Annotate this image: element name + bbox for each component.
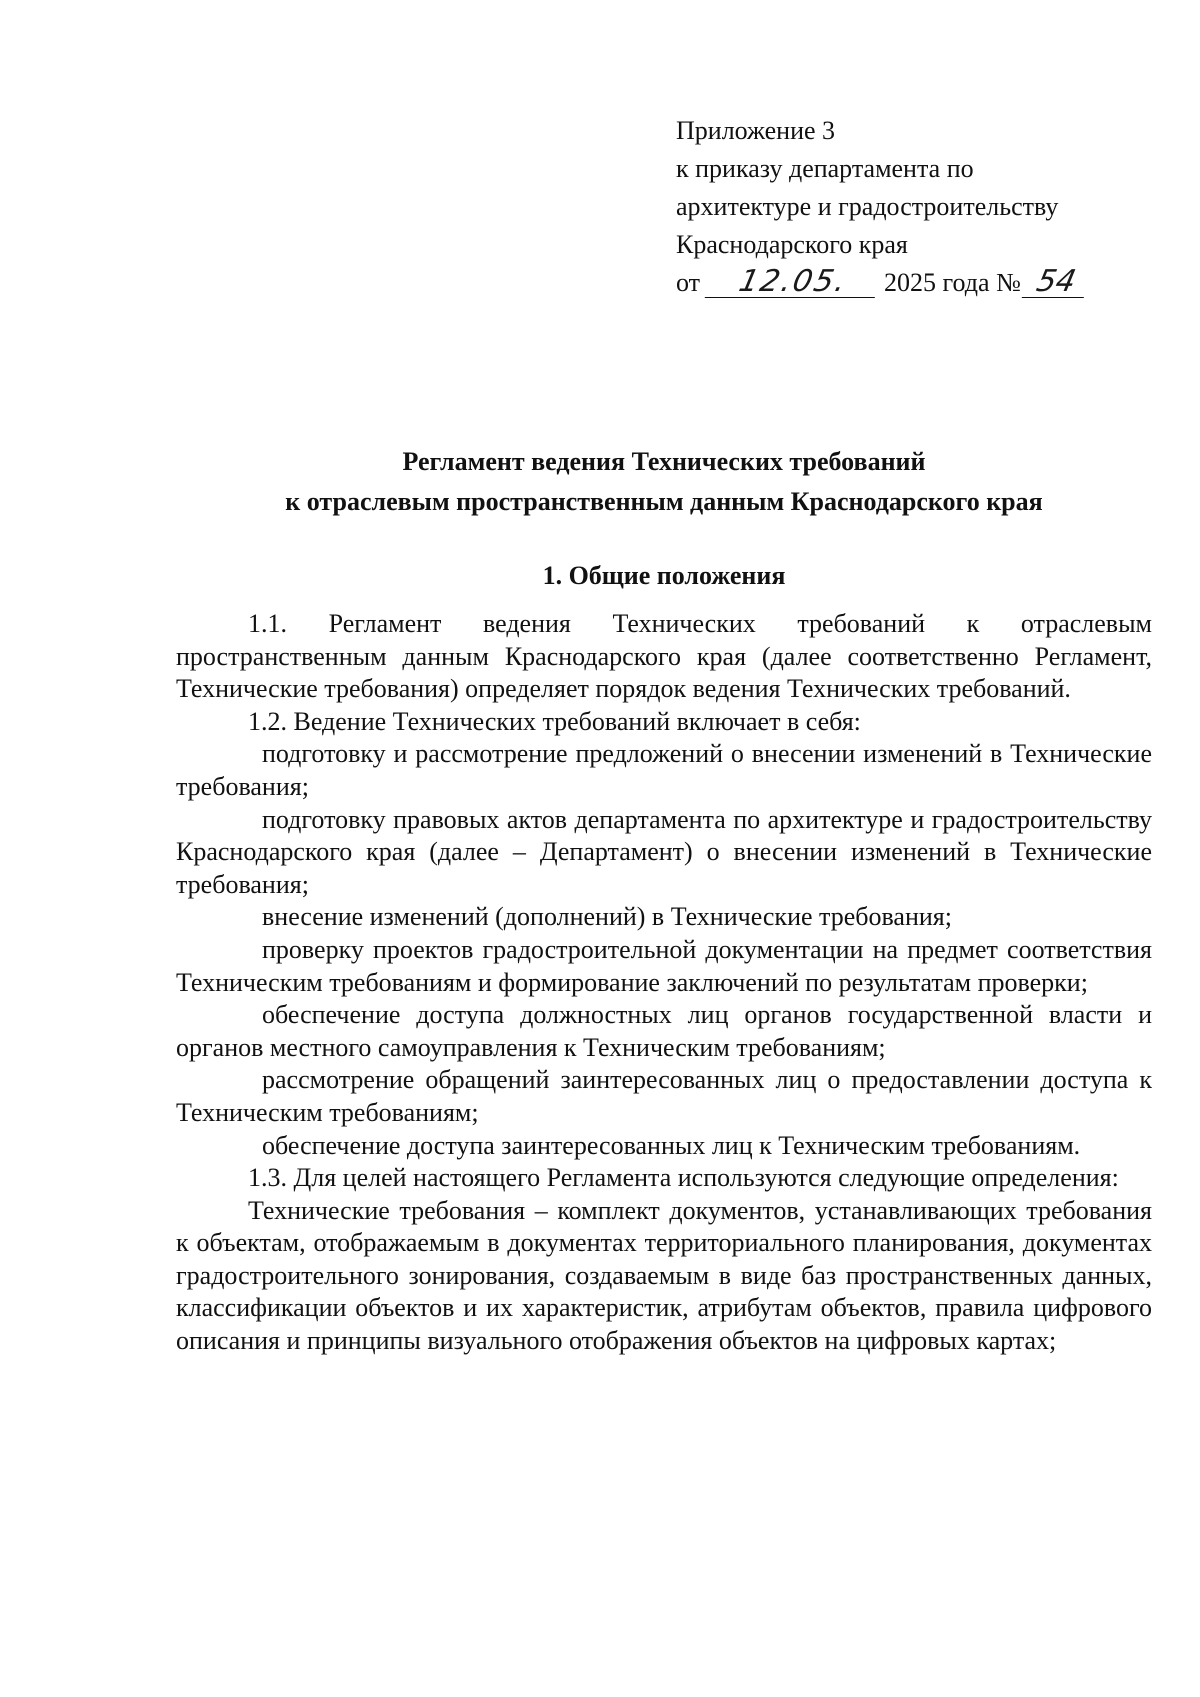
appendix-header	[676, 112, 1116, 302]
paragraph-1-3: 1.3. Для целей настоящего Регламента используются следующие определения:	[248, 1163, 1119, 1193]
document-title-line-1: Регламент ведения Технических требований	[402, 447, 926, 476]
list-item: обеспечение доступа должностных лиц органов государственной власти и органов местного самоуправления к Техническим требованиям;	[176, 1000, 1152, 1062]
definition-paragraph: Технические требования – комплект документов, устанавливающих требования к объектам, отображаемым в документах территориального планирования, документах градостроительного зонирования, создаваемым в виде баз пространственных данных, классификации объектов и их характеристик, атрибутам объектов, правила цифрового описания и принципы визуального отображения объектов на цифровых картах;	[176, 1195, 1152, 1356]
list-item: обеспечение доступа заинтересованных лиц к Техническим требованиям.	[262, 1130, 1081, 1160]
order-date-line	[676, 264, 1116, 302]
list-item: проверку проектов градостроительной документации на предмет соответствия Техническим требованиям и формирование заключений по результатам проверки;	[176, 934, 1152, 997]
list-item: рассмотрение обращений заинтересованных лиц о предоставлении доступа к Техническим требованиям;	[176, 1065, 1152, 1127]
document-body	[176, 608, 1152, 1358]
list-item: подготовку и рассмотрение предложений о внесении изменений в Технические требования;	[176, 739, 1152, 801]
document-title-line-2: к отраслевым пространственным данным Краснодарского края	[285, 487, 1043, 516]
appendix-line-2: к приказу департамента по	[676, 154, 974, 183]
appendix-line-1: Приложение 3	[676, 116, 836, 145]
year-text: 2025 года №	[884, 268, 1021, 297]
appendix-line-4: Краснодарского края	[676, 230, 908, 259]
handwritten-order-number: 54	[1022, 267, 1091, 298]
paragraph-1-2: 1.2. Ведение Технических требований включает в себя:	[248, 706, 861, 736]
list-item: внесение изменений (дополнений) в Технические требования;	[262, 902, 952, 932]
date-prefix: от	[676, 268, 701, 297]
paragraph-1-1: 1.1. Регламент ведения Технических требований к отраслевым пространственным данным Краснодарского края (далее соответственно Регламент, Технические требования) определяет порядок ведения Технических требований.	[176, 609, 1152, 704]
list-item: подготовку правовых актов департамента по архитектуре и градостроительству Краснодарского края (далее – Департамент) о внесении изменений в Технические требования;	[176, 804, 1152, 899]
appendix-line-3: архитектуре и градостроительству	[676, 192, 1059, 221]
handwritten-date: 12.05.	[705, 267, 882, 298]
section-heading: 1. Общие положения	[542, 561, 786, 590]
